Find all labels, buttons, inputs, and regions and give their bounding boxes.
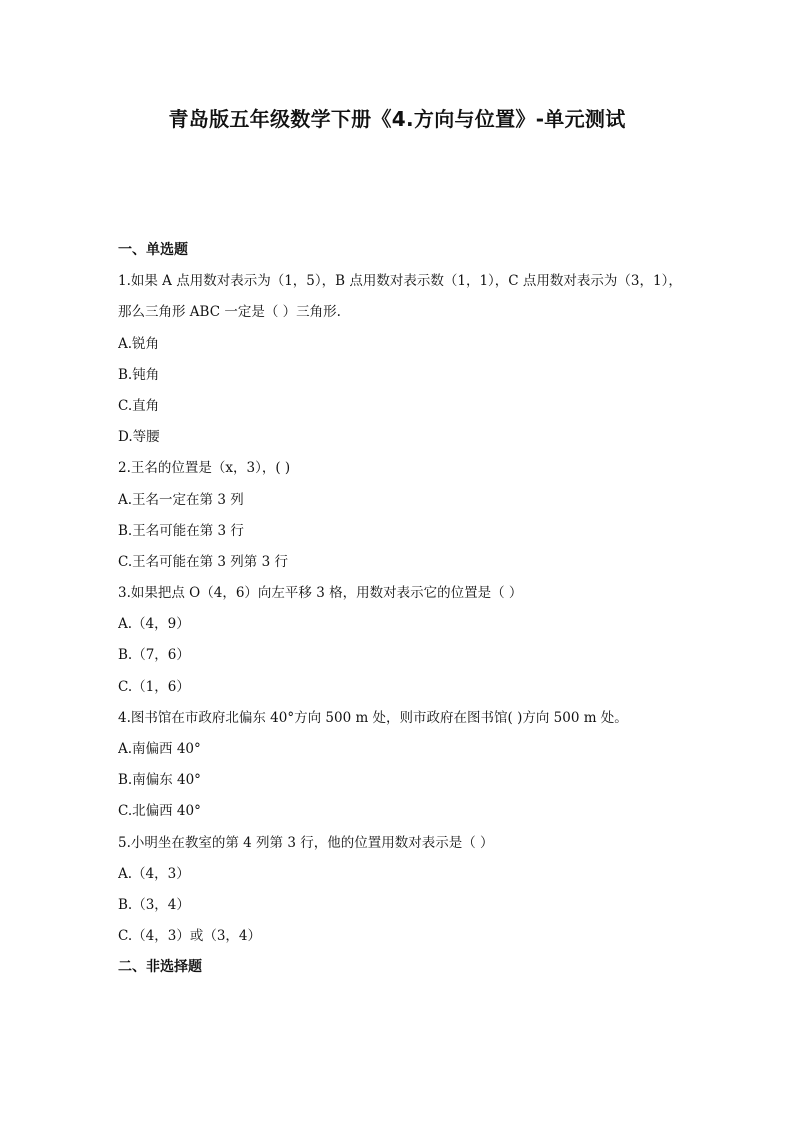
question-5 xyxy=(118,828,688,953)
option-d: D.等腰 xyxy=(118,429,160,446)
option-c: C.王名可能在第 3 列第 3 行 xyxy=(118,553,288,570)
question-text-line: 1.如果 A 点用数对表示为（1，5），B 点用数对表示数（1，1），C 点用数对表示为（3，1）， xyxy=(118,273,682,290)
question-text-line: 2.王名的位置是（x，3），( ) xyxy=(118,460,291,477)
option-a: A.（4，3） xyxy=(118,865,190,882)
option-b: B.王名可能在第 3 行 xyxy=(118,522,244,539)
section-heading-single-choice: 一、单选题 xyxy=(118,242,188,258)
question-text-line: 3.如果把点 O（4，6）向左平移 3 格，用数对表示它的位置是（ ） xyxy=(118,585,523,602)
question-2 xyxy=(118,453,688,578)
document-content xyxy=(118,235,688,984)
option-a: A.锐角 xyxy=(118,335,160,352)
question-text-line: 4.图书馆在市政府北偏东 40°方向 500 m 处，则市政府在图书馆( )方向 500 m 处。 xyxy=(118,709,628,726)
option-c: C.直角 xyxy=(118,397,160,414)
option-a: A.王名一定在第 3 列 xyxy=(118,491,244,508)
question-1 xyxy=(118,266,688,453)
option-a: A.（4，9） xyxy=(118,616,190,633)
option-c: C.（1，6） xyxy=(118,678,190,695)
question-text-line: 5.小明坐在教室的第 4 列第 3 行，他的位置用数对表示是（ ） xyxy=(118,834,494,851)
option-b: B.南偏东 40° xyxy=(118,772,201,789)
option-a: A.南偏西 40° xyxy=(118,741,201,757)
option-b: B.钝角 xyxy=(118,366,160,383)
question-3 xyxy=(118,578,688,703)
option-c: C.北偏西 40° xyxy=(118,803,201,820)
document-title: 青岛版五年级数学下册《4.方向与位置》-单元测试 xyxy=(168,107,626,131)
option-b: B.（7，6） xyxy=(118,647,190,664)
question-text-line: 那么三角形 ABC 一定是（ ）三角形. xyxy=(118,304,341,321)
option-c: C.（4，3）或（3，4） xyxy=(118,928,261,945)
section-heading-non-choice: 二、非选择题 xyxy=(118,959,202,976)
option-b: B.（3，4） xyxy=(118,896,190,913)
question-4 xyxy=(118,703,688,828)
